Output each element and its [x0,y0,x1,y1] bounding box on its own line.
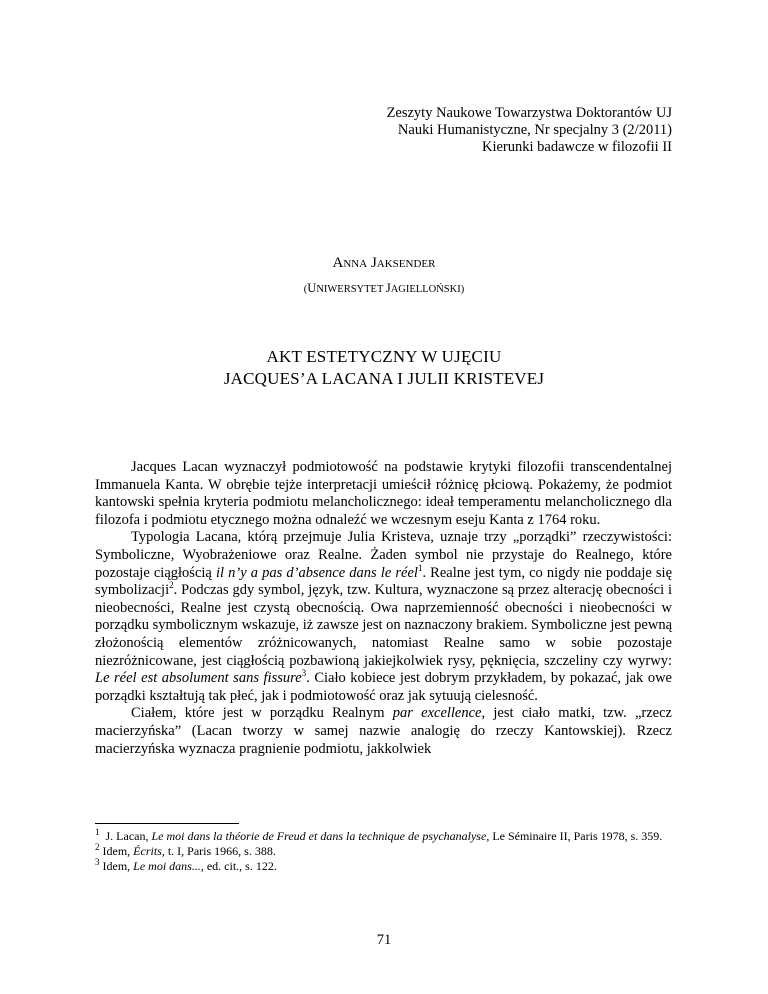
article-title [0,346,768,390]
footnote-2: $^2$ Idem, Écrits, t. I, Paris 1966, s. 388. [95,842,276,858]
footnote-separator [95,823,239,824]
footnote-1: $^1$ J. Lacan, Le moi dans la théorie de Freud et dans la technique de psychanalyse, Le Séminaire II, Paris 1978, s. 359. [95,827,663,843]
header-line-journal: Zeszyty Naukowe Towarzystwa Doktorantów UJ [386,105,672,121]
footnote-ref-3: 3 [301,668,307,679]
article-body [95,459,672,758]
page-number: 71 [376,932,392,948]
header-line-series: Kierunki badawcze w filozofii II [481,139,672,155]
paragraph-1: Jacques Lacan wyznaczył podmiotowość na podstawie krytyki filozofii transcendentalnej Immanuela Kanta. W obrębie tejże interpretacji umieścił różnicę płciową. Pokażemy, że podmiot kantowski spełnia kryteria podmiotu melancholicznego: ideał temperamentu melancholicznego dla filozofa i podmiotu etycznego można odnaleźć we wczesnym eseju Kanta z 1764 roku. [95,459,672,528]
footnotes [95,829,672,874]
title-line-1: AKT ESTETYCZNY W UJĘCIU [266,347,502,366]
header-line-issue: Nauki Humanistyczne, Nr specjalny 3 (2/2011) [397,122,672,138]
title-line-2: JACQUES’A LACANA I JULII KRISTEVEJ [223,369,545,388]
paragraph-3: Ciałem, które jest w porządku Realnym par excellence, jest ciało matki, tzw. „rzecz macierzyńska” (Lacan tworzy w samej nazwie analogię do rzeczy Kantowskiej). Rzecz macierzyńska wyznacza pragnienie podmiotu, jakkolwiek [95,705,672,757]
paragraph-2: Typologia Lacana, którą przejmuje Julia Kristeva, uznaje trzy „porządki” rzeczywistości: Symboliczne, Wyobrażeniowe oraz Realne. Żaden symbol nie przystaje do Realnego, które pozostaje ciągłością il n’y a pas d’absence dans le réel$^1$. Realne jest tym, co nigdy nie poddaje się symbolizacji$^2$. Podczas gdy symbol, język, tzw. Kultura, wyznaczone są przez alterację obecności i nieobecności, Realne jest czystą obecnością. Owa naprzemienność obecności i nieobecności w porządku symbolicznym wskazuje, iż zawsze jest on naznaczony brakiem. Symboliczne jest pewną złożonością elementów zróżnicowanych, natomiast Realne samo w sobie pozostaje niezróżnicowane, jest ciągłością pozbawioną jakiejkolwiek rysy, pęknięcia, szczeliny czy wyrwy: Le réel est absolument sans fissure$^3$. Ciało kobiece jest dobrym przykładem, by pokazać, jak owe porządki kształtują tak płeć, jak i podmiotowość oraz jak sytuują cielesność. [95,529,673,704]
journal-header [387,105,672,156]
footnote-3: $^3$ Idem, Le moi dans..., ed. cit., s. 122. [95,857,277,873]
author-name: ANNA JAKSENDER [332,255,436,271]
footnote-ref-2: 2 [169,580,174,591]
author-affiliation: (UNIWERSYTET JAGIELLOŃSKI) [303,281,465,295]
footnote-ref-1: 1 [417,562,423,573]
